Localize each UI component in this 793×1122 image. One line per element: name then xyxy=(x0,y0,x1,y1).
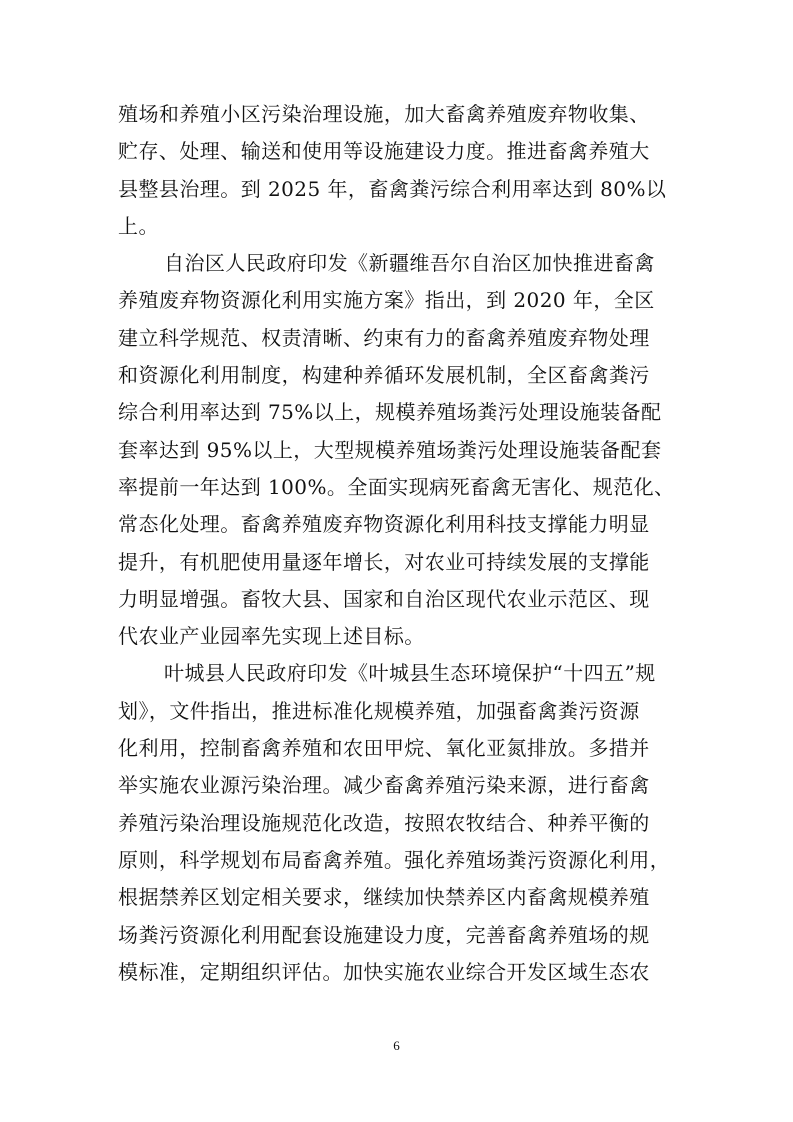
text-line: 贮存、处理、输送和使用等设施建设力度。推进畜禽养殖大 xyxy=(118,139,650,164)
text-line: 化利用，控制畜禽养殖和农田甲烷、氧化亚氮排放。多措并 xyxy=(118,736,650,761)
text-line: 上。 xyxy=(118,213,159,238)
text-line: 县整县治理。到 2025 年，畜禽粪污综合利用率达到 80%以 xyxy=(118,176,667,201)
text-line: 套率达到 95%以上，大型规模养殖场粪污处理设施装备配套 xyxy=(118,437,662,462)
text-line: 代农业产业园率先实现上述目标。 xyxy=(118,624,425,649)
text-line: 和资源化利用制度，构建种养循环发展机制，全区畜禽粪污 xyxy=(118,363,650,388)
page-number: 6 xyxy=(393,1038,400,1053)
paragraph-start-line: 叶城县人民政府印发《叶城县生态环境保护“十四五”规 xyxy=(164,661,656,686)
text-line: 建立科学规范、权责清晰、约束有力的畜禽养殖废弃物处理 xyxy=(118,325,650,350)
text-line: 提升，有机肥使用量逐年增长，对农业可持续发展的支撑能 xyxy=(118,549,650,574)
text-line: 举实施农业源污染治理。减少畜禽养殖污染来源，进行畜禽 xyxy=(118,773,650,798)
body-text xyxy=(118,96,674,991)
text-line: 划》，文件指出，推进标准化规模养殖，加强畜禽粪污资源 xyxy=(118,698,640,723)
text-line: 养殖污染治理设施规范化改造，按照农牧结合、种养平衡的 xyxy=(118,810,650,835)
text-line: 养殖废弃物资源化利用实施方案》指出，到 2020 年，全区 xyxy=(118,288,655,313)
text-line: 原则，科学规划布局畜禽养殖。强化养殖场粪污资源化利用， xyxy=(118,847,671,872)
text-line: 率提前一年达到 100%。全面实现病死畜禽无害化、规范化、 xyxy=(118,474,675,499)
text-line: 根据禁养区划定相关要求，继续加快禁养区内畜禽规模养殖 xyxy=(118,885,650,910)
text-line: 力明显增强。畜牧大县、国家和自治区现代农业示范区、现 xyxy=(118,586,650,611)
text-line: 模标准，定期组织评估。加快实施农业综合开发区域生态农 xyxy=(118,959,650,984)
text-line: 殖场和养殖小区污染治理设施，加大畜禽养殖废弃物收集、 xyxy=(118,102,650,126)
text-line: 场粪污资源化利用配套设施建设力度，完善畜禽养殖场的规 xyxy=(118,922,650,947)
text-line: 常态化处理。畜禽养殖废弃物资源化利用科技支撑能力明显 xyxy=(118,512,650,537)
text-line: 综合利用率达到 75%以上，规模养殖场粪污处理设施装备配 xyxy=(118,400,662,425)
paragraph-start-line: 自治区人民政府印发《新疆维吾尔自治区加快推进畜禽 xyxy=(164,251,655,276)
